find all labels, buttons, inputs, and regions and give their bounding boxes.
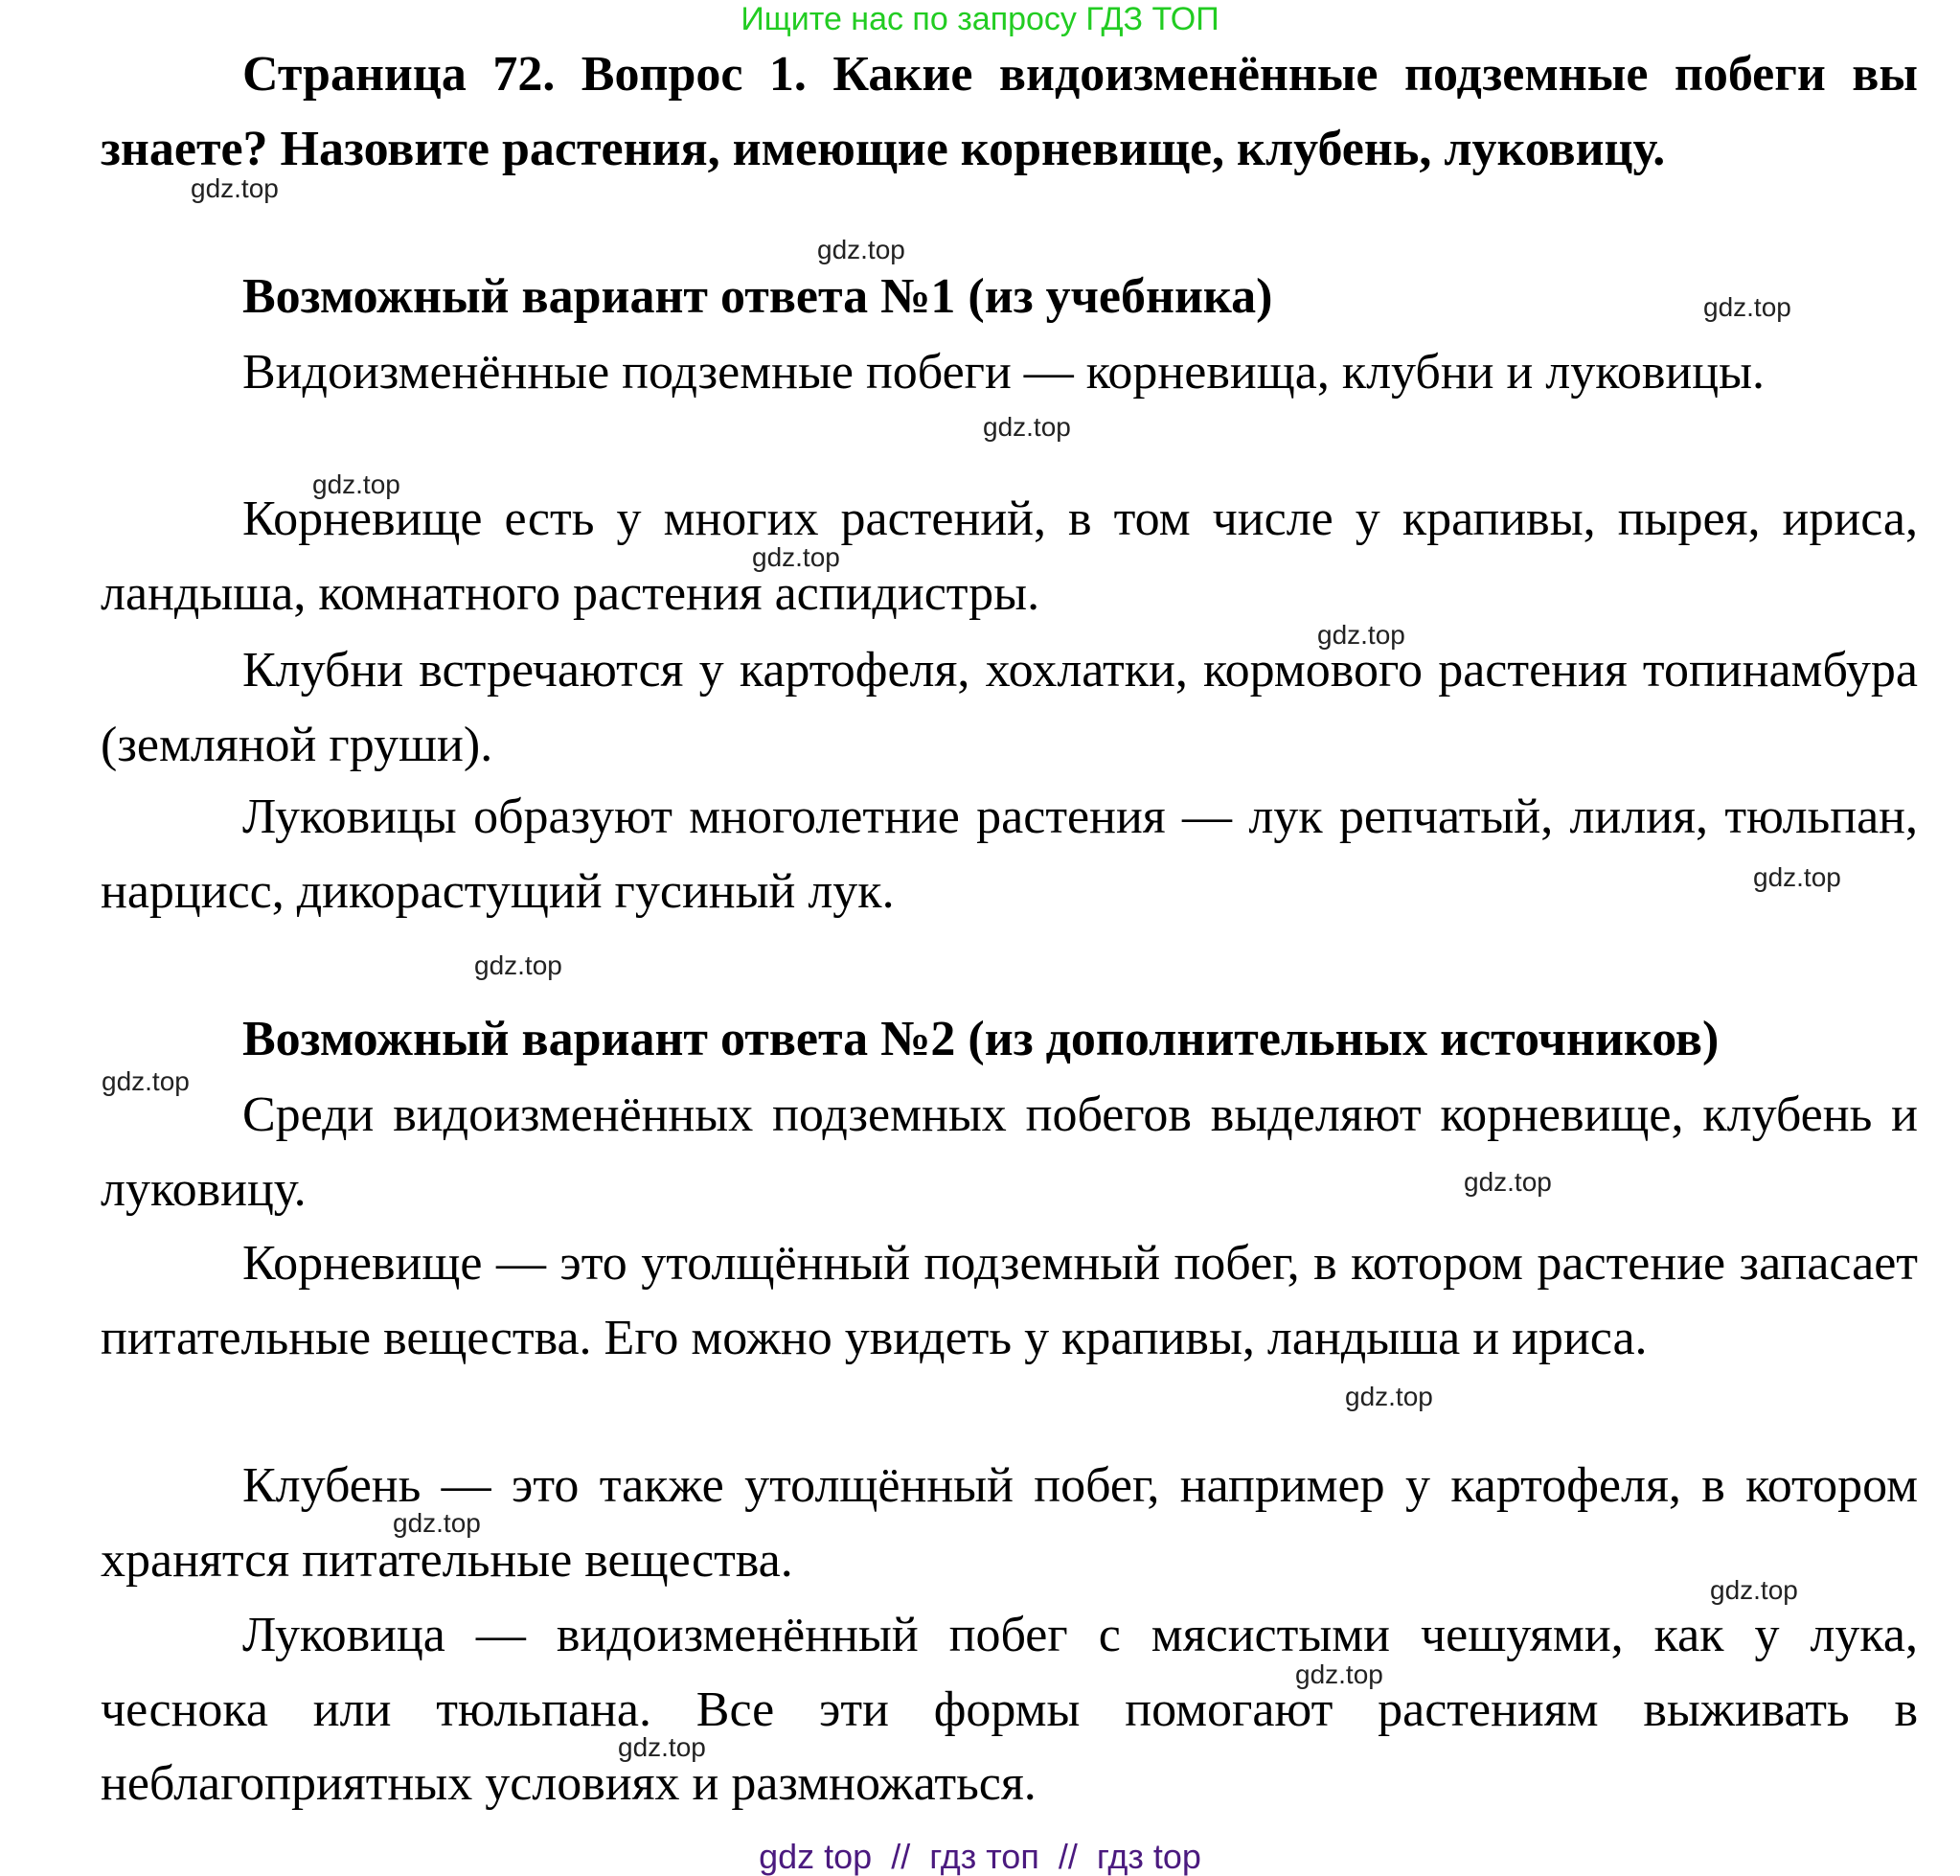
footer-links: gdz top // гдз топ // гдз top — [759, 1837, 1201, 1876]
question-title: Страница 72. Вопрос 1. Какие видоизменённые подземные побеги вы знаете? Назовите растения, имеющие корневище, клубень, луковицу. — [101, 47, 1918, 176]
answer2-paragraph: Луковица — видоизменённый побег с мясистыми чешуями, как у лука, чеснока или тюльпана. Все эти формы помогают растениям выживать в неблагоприятных условиях и размножаться. — [101, 1608, 1918, 1811]
answer1-paragraph: Видоизменённые подземные побеги — корневища, клубни и луковицы. — [242, 345, 1766, 400]
watermark: gdz.top — [102, 1066, 190, 1096]
watermark: gdz.top — [312, 469, 400, 499]
watermark: gdz.top — [1464, 1167, 1552, 1197]
answer2-paragraph: Клубень — это также утолщённый побег, например у картофеля, в котором хранятся питательные вещества. — [101, 1458, 1918, 1588]
answer1-heading: Возможный вариант ответа №1 (из учебника) — [242, 269, 1273, 324]
answer2-heading: Возможный вариант ответа №2 (из дополнительных источников) — [242, 1012, 1720, 1066]
watermark: gdz.top — [1317, 620, 1405, 650]
watermark: gdz.top — [817, 235, 905, 264]
watermark: gdz.top — [474, 950, 562, 980]
watermark: gdz.top — [983, 412, 1071, 442]
answer2-paragraph: Среди видоизменённых подземных побегов выделяют корневище, клубень и луковицу. — [101, 1087, 1918, 1217]
watermark: gdz.top — [1710, 1575, 1798, 1605]
watermark: gdz.top — [191, 173, 279, 203]
watermark: gdz.top — [1295, 1659, 1383, 1689]
watermark: gdz.top — [1753, 862, 1841, 892]
watermark: gdz.top — [618, 1732, 706, 1762]
watermark: gdz.top — [1345, 1382, 1433, 1411]
watermark: gdz.top — [393, 1508, 481, 1538]
answer2-paragraph: Корневище — это утолщённый подземный побег, в котором растение запасает питательные вещества. Его можно увидеть у крапивы, ландыша и ириса. — [101, 1236, 1918, 1365]
search-banner: Ищите нас по запросу ГДЗ ТОП — [741, 1, 1219, 37]
answer1-paragraph: Корневище есть у многих растений, в том числе у крапивы, пырея, ириса, ландыша, комнатного растения аспидистры. — [101, 492, 1918, 621]
answer1-paragraph: Луковицы образуют многолетние растения — лук репчатый, лилия, тюльпан, нарцисс, дикорастущий гусиный лук. — [101, 789, 1918, 919]
answer1-paragraph: Клубни встречаются у картофеля, хохлатки, кормового растения топинамбура (земляной груши). — [101, 643, 1918, 772]
watermark: gdz.top — [752, 542, 840, 572]
watermark: gdz.top — [1703, 292, 1791, 322]
